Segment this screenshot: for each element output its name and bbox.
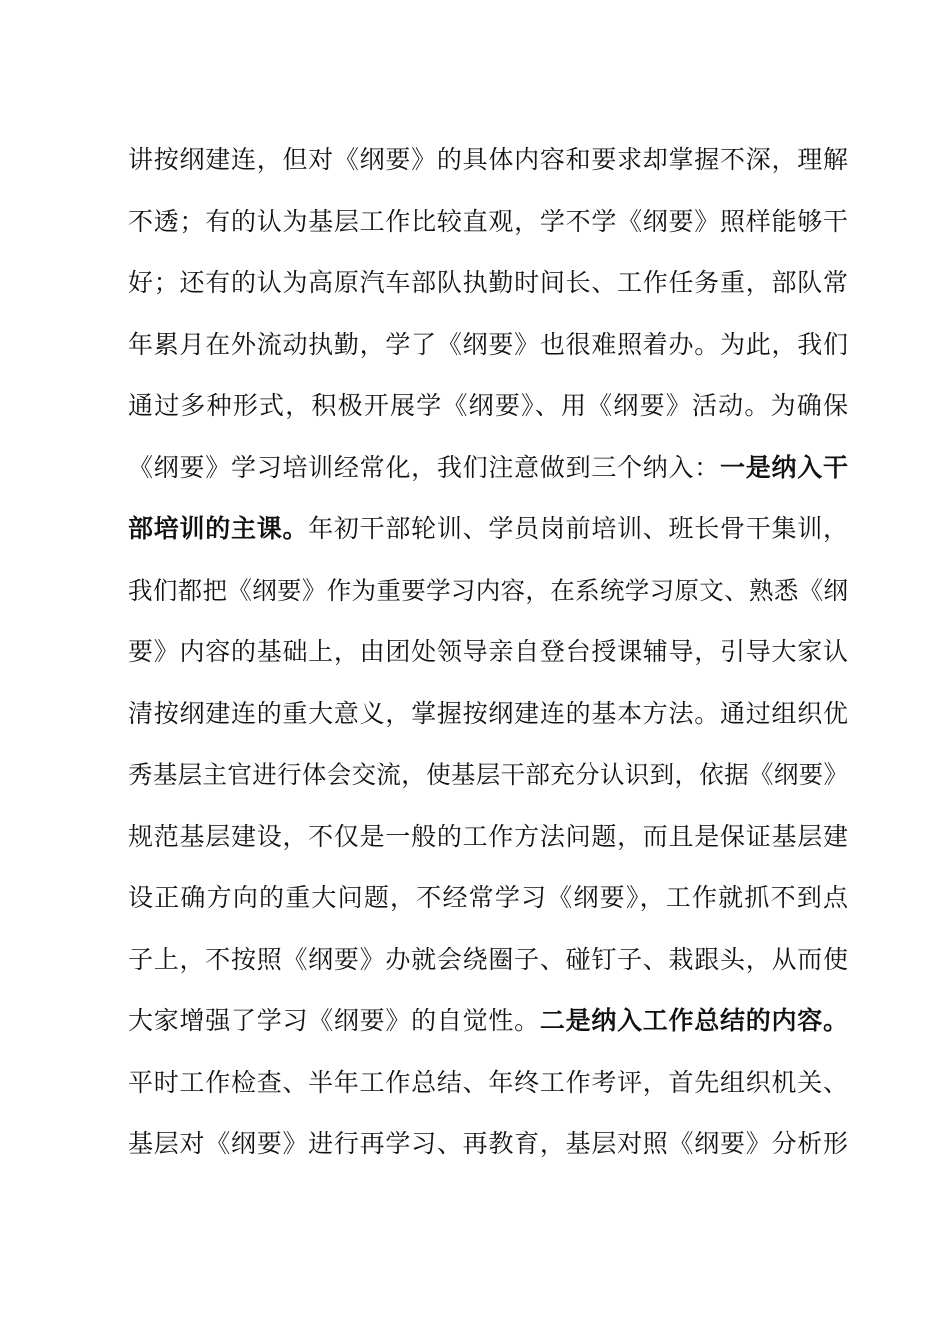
text-line <box>128 384 848 446</box>
text-line <box>128 1061 848 1123</box>
text-line <box>128 200 848 262</box>
text-segment: 规范基层建设，不仅是一般的工作方法问题，而且是保证基层建 <box>128 821 848 851</box>
text-segment: 清按纲建连的重大意义，掌握按纲建连的基本方法。通过组织优 <box>128 698 848 728</box>
text-segment: 年初干部轮训、学员岗前培训、班长骨干集训， <box>308 514 848 543</box>
text-line <box>128 630 848 692</box>
text-line <box>128 692 848 754</box>
text-segment: 年累月在外流动执勤，学了《纲要》也很难照着办。为此，我们 <box>128 329 848 359</box>
text-segment: 基层对《纲要》进行再学习、再教育，基层对照《纲要》分析形 <box>128 1129 848 1158</box>
text-line <box>128 938 848 1000</box>
text-line <box>128 753 848 815</box>
text-line <box>128 1122 848 1184</box>
text-line <box>128 138 848 200</box>
text-segment: 我们都把《纲要》作为重要学习内容，在系统学习原文、熟悉《纲 <box>128 575 848 605</box>
text-segment: 讲按纲建连，但对《纲要》的具体内容和要求却掌握不深，理解 <box>128 145 848 174</box>
text-segment: 不透；有的认为基层工作比较直观，学不学《纲要》照样能够干 <box>128 206 848 236</box>
text-segment: 《纲要》学习培训经常化，我们注意做到三个纳入： <box>128 452 721 482</box>
text-segment: 大家增强了学习《纲要》的自觉性。 <box>128 1006 540 1035</box>
bold-text-segment: 二是纳入工作总结的内容。 <box>539 1006 848 1035</box>
text-segment: 子上，不按照《纲要》办就会绕圈子、碰钉子、栽跟头，从而使 <box>128 944 848 974</box>
bold-text-segment: 部培训的主课。 <box>128 514 309 543</box>
text-line <box>128 569 848 631</box>
text-line <box>128 999 848 1061</box>
text-line <box>128 815 848 877</box>
text-line <box>128 446 848 508</box>
text-segment: 好；还有的认为高原汽车部队执勤时间长、工作任务重，部队常 <box>128 268 848 297</box>
bold-text-segment: 一是纳入干 <box>720 452 848 482</box>
text-segment: 要》内容的基础上，由团处领导亲自登台授课辅导，引导大家认 <box>128 637 848 666</box>
text-line <box>128 323 848 385</box>
text-segment: 平时工作检查、半年工作总结、年终工作考评，首先组织机关、 <box>128 1067 848 1097</box>
text-line <box>128 507 848 569</box>
text-segment: 设正确方向的重大问题，不经常学习《纲要》，工作就抓不到点 <box>128 883 848 912</box>
text-line <box>128 876 848 938</box>
text-segment: 秀基层主官进行体会交流，使基层干部充分认识到，依据《纲要》 <box>128 760 848 789</box>
text-line <box>128 261 848 323</box>
body-paragraph <box>128 138 848 1184</box>
text-segment: 通过多种形式，积极开展学《纲要》、用《纲要》活动。为确保 <box>128 391 848 420</box>
